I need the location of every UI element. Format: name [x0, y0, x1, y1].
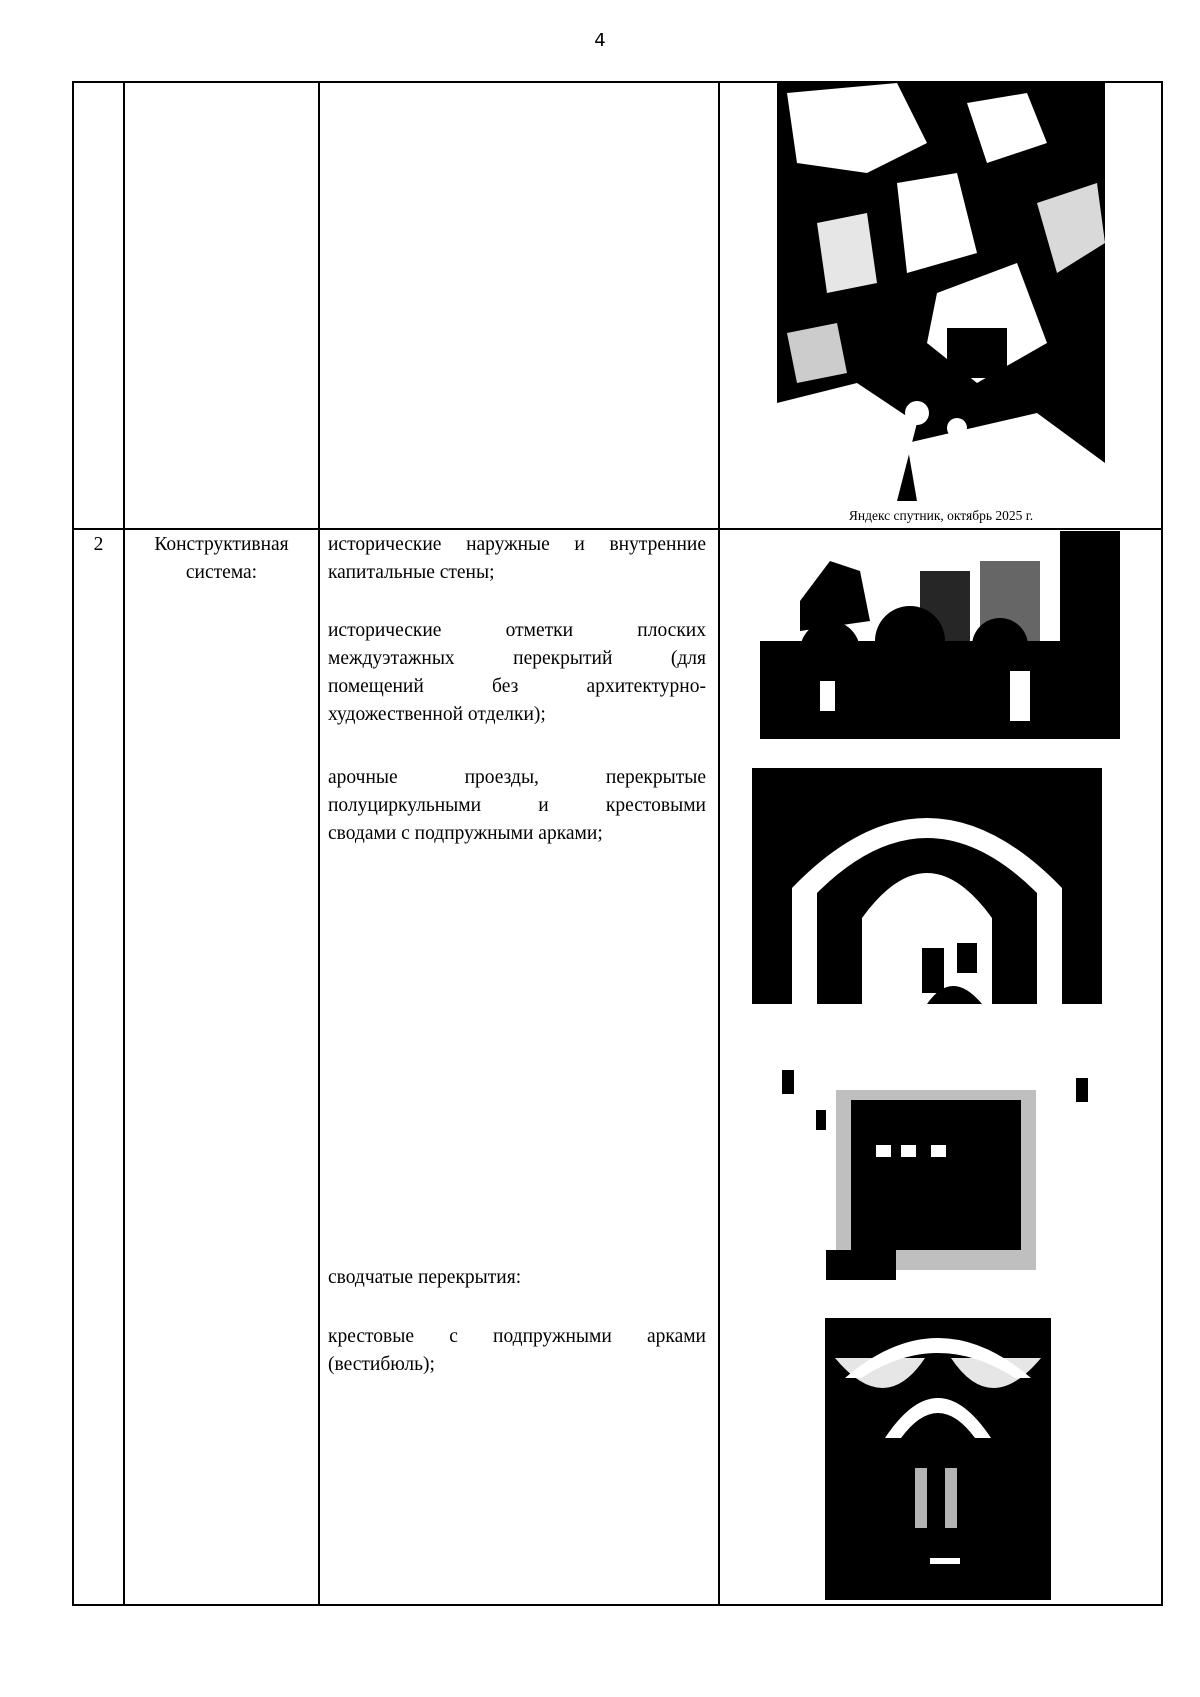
cross-vault-vestibule-photo [825, 1318, 1051, 1600]
table-bottom-border [72, 1604, 1163, 1606]
col-border-right [1161, 81, 1163, 1606]
desc-line: (вестибюль); [328, 1354, 435, 1375]
desc-line: капитальные стены; [328, 562, 495, 583]
building-facade-photo [760, 531, 1120, 739]
desc-line: сводчатые перекрытия: [328, 1267, 522, 1288]
satellite-photo [777, 83, 1105, 501]
desc-line: сводами с подпружными арками; [328, 823, 603, 844]
col-border-left [72, 81, 74, 1606]
element-name-line2: система: [185, 562, 258, 583]
satellite-caption: Яндекс спутник, октябрь 2025 г. [848, 508, 1034, 523]
row-number: 2 [93, 534, 104, 555]
desc-line: крестовые с подпружными арками [328, 1326, 706, 1347]
element-name-line1: Конструктивная [154, 534, 289, 555]
col-border-2 [318, 81, 320, 1606]
col-border-3 [718, 81, 720, 1606]
col-border-1 [123, 81, 125, 1606]
desc-line: исторические отметки плоских [328, 620, 706, 641]
desc-line: полуциркульными и крестовыми [328, 795, 706, 816]
row-divider [72, 528, 1163, 530]
desc-line: исторические наружные и внутренние [328, 534, 706, 555]
desc-line: междуэтажных перекрытий (для [328, 648, 706, 669]
desc-line: художественной отделки); [328, 704, 546, 725]
desc-line: арочные проезды, перекрытые [328, 767, 706, 788]
desc-line: помещений без архитектурно- [328, 676, 706, 697]
page-number: 4 [594, 30, 606, 51]
arched-passage-photo [752, 768, 1102, 1004]
doorway-lanterns-photo [776, 1060, 1094, 1286]
